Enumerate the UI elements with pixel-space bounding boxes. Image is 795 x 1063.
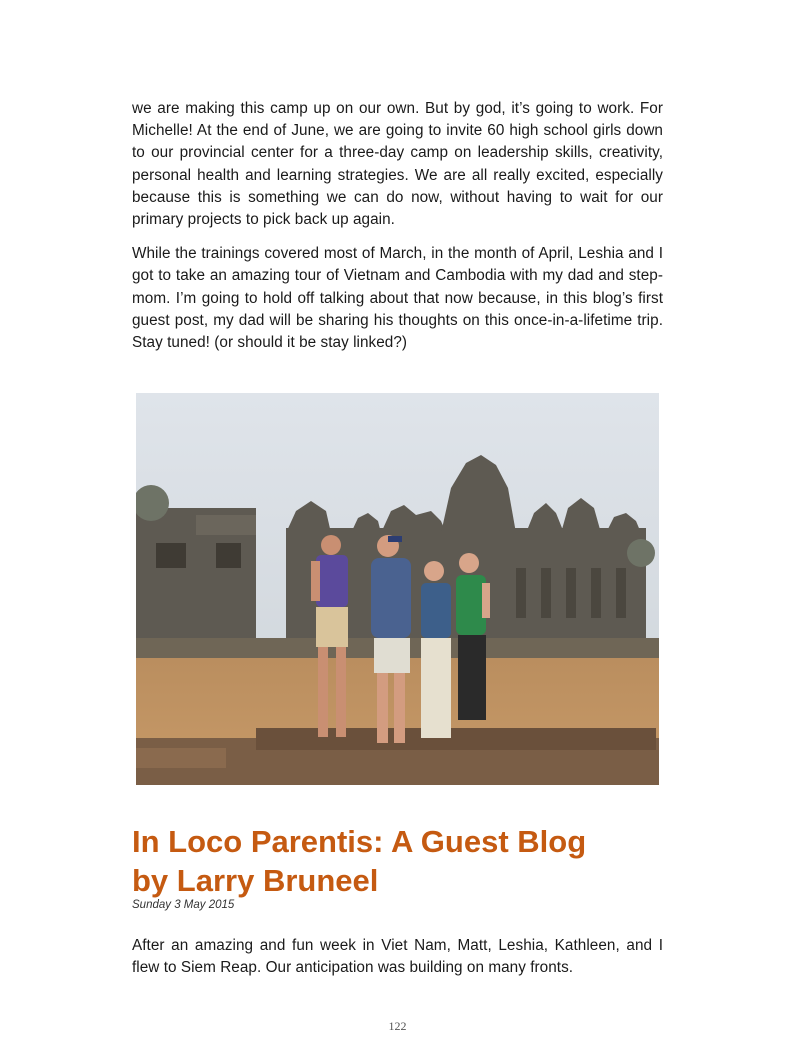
paragraph-camp: we are making this camp up on our own. But by god, it’s going to work. For Michelle! At the end of June, we are going to invite 60 high school girls down to our provincial center for a three-day camp on leadership skills, creativity, personal health and learning strategies. We are all really excited, especially because this is something we can do now, without having to wait for our primary projects to pick back up again. [132,100,663,229]
post-title-line-2: by Larry Bruneel [132,863,379,898]
blog-text [132,98,663,366]
post-date: Sunday 3 May 2015 [132,899,235,911]
page-number: 122 [388,1019,407,1033]
post-paragraph: After an amazing and fun week in Viet Nam, Matt, Leshia, Kathleen, and I flew to Siem Reap. Our anticipation was building on many fronts. [132,937,663,977]
post-title [132,822,672,900]
post-title-line-1: In Loco Parentis: A Guest Blog [132,824,587,859]
family-photo-temple [136,393,659,785]
paragraph-tour: While the trainings covered most of March, in the month of April, Leshia and I got to take an amazing tour of Vietnam and Cambodia with my dad and step-mom. I’m going to hold off talking about that now because, in this blog’s first guest post, my dad will be sharing his thoughts on this once-in-a-lifetime trip. Stay tuned! (or should it be stay linked?) [132,245,663,352]
post-body [132,935,663,991]
photo-illustration [136,393,659,785]
people [311,535,490,743]
